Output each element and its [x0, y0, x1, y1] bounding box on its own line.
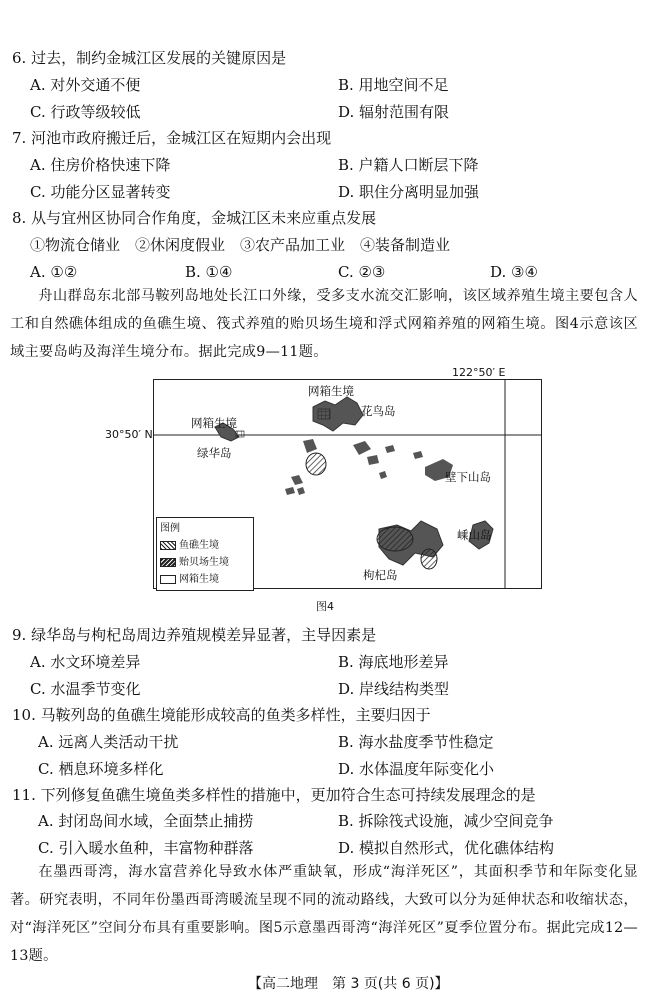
mussel-habitat-gouqi-2 — [421, 549, 437, 569]
huaniao-label: 花鸟岛 — [361, 404, 396, 418]
q7-option-c: C. 功能分区显著转变 — [30, 183, 171, 201]
q9-stem: 9. 绿华岛与枸杞岛周边养殖规模差异显著，主导因素是 — [12, 626, 377, 644]
legend-mussel: 贻贝场生境 — [160, 553, 229, 568]
q9-option-d: D. 岸线结构类型 — [338, 680, 450, 698]
page-footer: 【高二地理 第 3 页(共 6 页)】 — [248, 976, 449, 992]
longitude-label: 122°50′ E — [452, 366, 506, 379]
gouqi-label: 枸杞岛 — [363, 568, 398, 582]
q10-option-d: D. 水体温度年际变化小 — [338, 760, 495, 778]
q11-option-b: B. 拆除筏式设施，减少空间竞争 — [338, 812, 554, 830]
islet-5 — [379, 471, 387, 479]
q9-option-a: A. 水文环境差异 — [30, 653, 141, 671]
cage-label-north: 网箱生境 — [308, 384, 354, 398]
q8-option-a: A. ①② — [30, 263, 78, 281]
latitude-label: 30°50′ N — [105, 428, 153, 441]
q8-items: ①物流仓储业 ②休闲度假业 ③农产品加工业 ④装备制造业 — [30, 236, 451, 254]
q10-option-a: A. 远离人类活动干扰 — [38, 733, 179, 751]
passage-9-11: 舟山群岛东北部马鞍列岛地处长江口外缘，受多支水流交汇影响，该区域养殖生境主要包含人工和自然礁体组成的鱼礁生境、筏式养殖的贻贝场生境和浮式网箱养殖的网箱生境。图4示意该区域主要岛屿及海洋生境分布。据此完成9—11题。 — [10, 288, 638, 360]
islet-6 — [413, 451, 423, 459]
islet-2 — [353, 441, 371, 455]
q7-option-a: A. 住房价格快速下降 — [30, 156, 171, 174]
q11-stem: 11. 下列修复鱼礁生境鱼类多样性的措施中，更加符合生态可持续发展理念的是 — [12, 786, 536, 804]
q11-option-a: A. 封闭岛间水域，全面禁止捕捞 — [38, 812, 254, 830]
q8-option-c: C. ②③ — [338, 263, 386, 281]
q6-stem: 6. 过去，制约金城江区发展的关键原因是 — [12, 49, 287, 67]
cage-habitat-lvhua — [236, 431, 244, 437]
q9-option-c: C. 水温季节变化 — [30, 680, 141, 698]
islet-8 — [291, 475, 303, 485]
bixiashan-label: 壁下山岛 — [445, 470, 491, 484]
figure-caption: 图4 — [316, 600, 334, 613]
q8-option-b: B. ①④ — [185, 263, 233, 281]
q6-option-a: A. 对外交通不便 — [30, 76, 141, 94]
islet-3 — [367, 455, 379, 465]
legend-reef: 鱼礁生境 — [160, 536, 219, 551]
q10-option-c: C. 栖息环境多样化 — [38, 760, 164, 778]
q7-stem: 7. 河池市政府搬迁后，金城江区在短期内会出现 — [12, 129, 332, 147]
cage-habitat-huaniao — [318, 409, 330, 419]
islet-4 — [385, 445, 395, 453]
q10-option-b: B. 海水盐度季节性稳定 — [338, 733, 494, 751]
islet-9 — [297, 487, 305, 495]
q6-option-b: B. 用地空间不足 — [338, 76, 449, 94]
legend-cage: 网箱生境 — [160, 570, 219, 585]
q6-option-d: D. 辐射范围有限 — [338, 103, 450, 121]
map-legend — [156, 517, 254, 591]
cage-label-west: 网箱生境 — [191, 416, 237, 430]
mussel-habitat-gouqi — [377, 527, 413, 551]
q7-option-d: D. 职住分离明显加强 — [338, 183, 480, 201]
islet-1 — [303, 439, 317, 453]
q6-option-c: C. 行政等级较低 — [30, 103, 141, 121]
q9-option-b: B. 海底地形差异 — [338, 653, 449, 671]
passage-12-13: 在墨西哥湾，海水富营养化导致水体严重缺氧，形成“海洋死区”，其面积季节和年际变化显著。研究表明，不同年份墨西哥湾暖流呈现不同的流动路线，大致可以分为延伸状态和收缩状态，对“海洋死区”空间分布具有重要影响。图5示意墨西哥湾“海洋死区”夏季位置分布。据此完成12—13题。 — [10, 864, 638, 964]
q11-option-c: C. 引入暖水鱼种，丰富物种群落 — [38, 839, 254, 857]
legend-title: 图例 — [160, 523, 180, 534]
q7-option-b: B. 户籍人口断层下降 — [338, 156, 479, 174]
lvhua-label: 绿华岛 — [197, 446, 232, 460]
mussel-habitat-mid — [306, 453, 326, 475]
q10-stem: 10. 马鞍列岛的鱼礁生境能形成较高的鱼类多样性，主要归因于 — [12, 706, 431, 724]
islet-7 — [285, 487, 295, 495]
shengshan-label: 嵊山岛 — [457, 528, 492, 542]
q11-option-d: D. 模拟自然形式，优化礁体结构 — [338, 839, 555, 857]
q8-option-d: D. ③④ — [490, 263, 538, 281]
q8-stem: 8. 从与宜州区协同合作角度，金城江区未来应重点发展 — [12, 209, 377, 227]
